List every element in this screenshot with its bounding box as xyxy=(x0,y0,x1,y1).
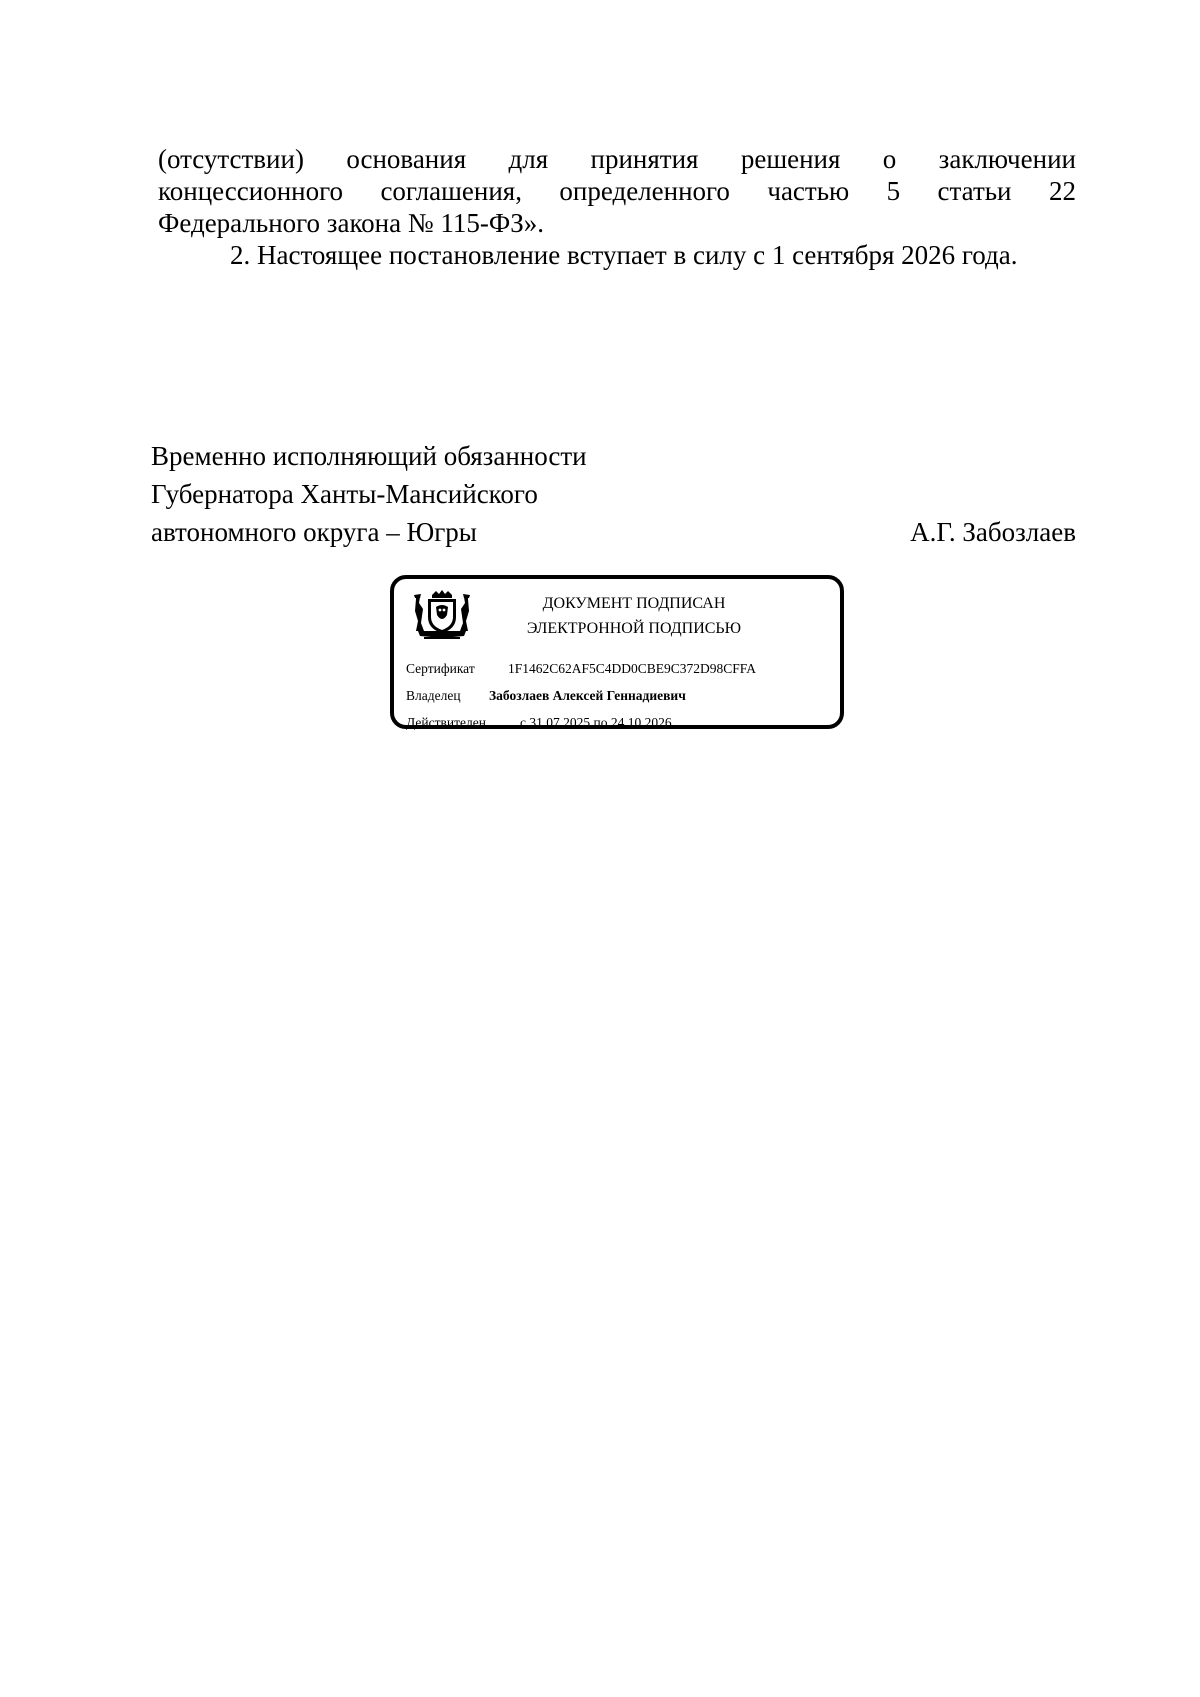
stamp-title-line-2: ЭЛЕКТРОННОЙ ПОДПИСЬЮ xyxy=(526,620,742,637)
word: частью xyxy=(767,176,850,206)
word: заключении xyxy=(938,144,1076,174)
owner-row xyxy=(406,682,836,709)
certificate-row xyxy=(406,655,836,682)
word: 5 xyxy=(886,176,901,206)
word: основания xyxy=(346,144,467,174)
word: 22 xyxy=(1048,176,1076,206)
certificate-value: 1F1462C62AF5C4DD0CBE9C372D98CFFA xyxy=(508,661,757,676)
validity-value: с 31.07.2025 по 24.10.2026 xyxy=(520,715,672,730)
coat-of-arms-icon xyxy=(410,589,474,641)
word: соглашения, xyxy=(380,176,522,206)
owner-value: Забозлаев Алексей Геннадиевич xyxy=(489,688,686,703)
word: определенного xyxy=(559,176,730,206)
word: решения xyxy=(740,144,841,174)
text-line-1 xyxy=(158,143,1076,175)
signatory-position-line-3: автономного округа – Югры xyxy=(151,517,477,547)
electronic-signature-stamp xyxy=(390,575,844,729)
stamp-details xyxy=(406,655,836,736)
word: концессионного xyxy=(158,176,344,206)
owner-label: Владелец xyxy=(406,688,461,703)
validity-row xyxy=(406,709,836,736)
word: принятия xyxy=(590,144,699,174)
signatory-line xyxy=(151,513,1076,551)
signatory-position-line-1: Временно исполняющий обязанности xyxy=(151,441,587,471)
certificate-label: Сертификат xyxy=(406,661,475,676)
word: (отсутствии) xyxy=(158,144,304,174)
word: о xyxy=(882,144,897,174)
resolution-text xyxy=(158,143,1076,271)
text-line-3: Федерального закона № 115-ФЗ». xyxy=(158,208,544,238)
signatory-position-line-2: Губернатора Ханты-Мансийского xyxy=(151,479,538,509)
signatory-name: А.Г. Забозлаев xyxy=(910,517,1076,547)
word: статьи xyxy=(937,176,1012,206)
text-line-2 xyxy=(158,175,1076,207)
word: для xyxy=(508,144,549,174)
item-2-text: 2. Настоящее постановление вступает в силу с 1 сентября 2026 года. xyxy=(230,240,1018,270)
validity-label: Действителен xyxy=(406,715,486,730)
stamp-title xyxy=(484,591,784,641)
signature-block xyxy=(151,437,1076,551)
stamp-title-line-1: ДОКУМЕНТ ПОДПИСАН xyxy=(542,595,726,612)
